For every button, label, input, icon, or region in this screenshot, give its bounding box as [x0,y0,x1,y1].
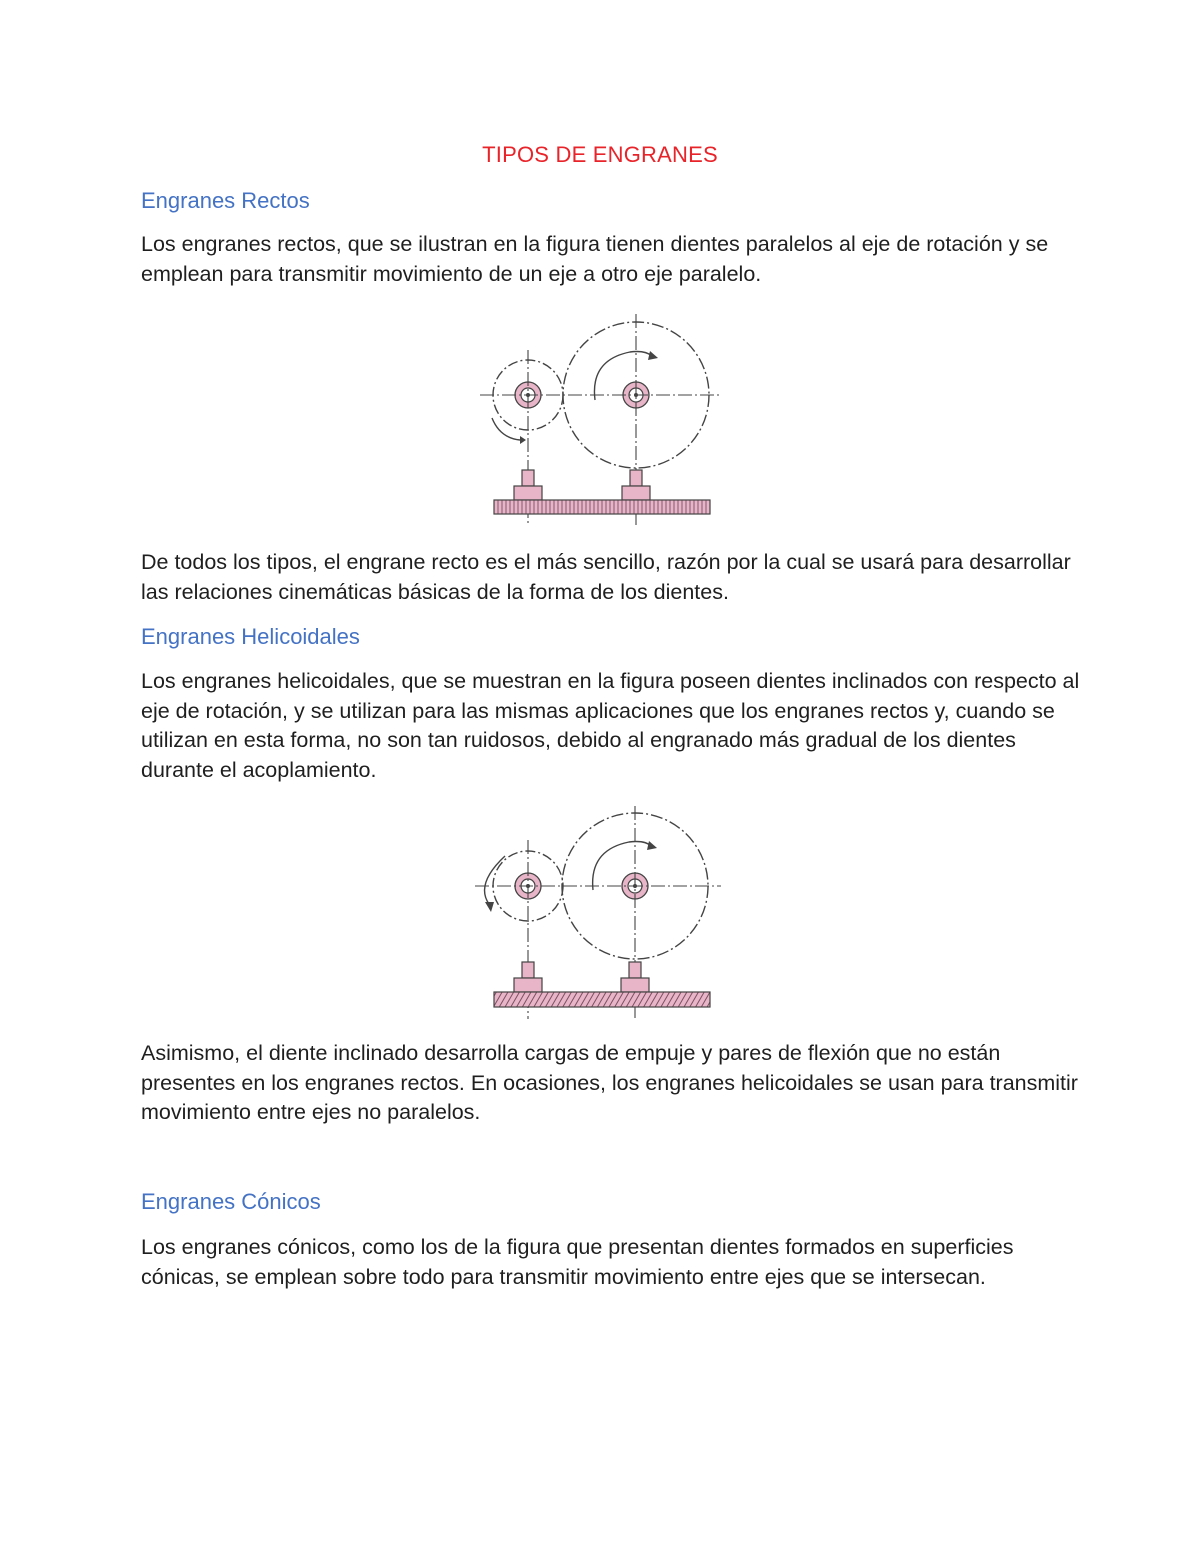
paragraph-spur-detail: De todos los tipos, el engrane recto es el más sencillo, razón por la cual se usará para desarrollar las relaciones cinemáticas básicas de la forma de los dientes. [141,550,1071,604]
paragraph-helical-intro: Los engranes helicoidales, que se muestran en la figura poseen dientes inclinados con respecto al eje de rotación, y se utilizan para las mismas aplicaciones que los engranes rectos y, cuando se utilizan en esta forma, no son tan ruidosos, debido al engranado más gradual de los dientes durante el acoplamiento. [141,669,1080,783]
heading-helical-gears: Engranes Helicoidales [141,624,360,649]
heading-bevel-gears: Engranes Cónicos [141,1189,321,1214]
heading-spur-gears: Engranes Rectos [141,188,310,213]
spur-gears-diagram-icon [480,310,730,530]
paragraph-spur-intro: Los engranes rectos, que se ilustran en la figura tienen dientes paralelos al eje de rotación y se emplean para transmitir movimiento de un eje a otro eje paralelo. [141,232,1049,286]
paragraph-helical-detail: Asimismo, el diente inclinado desarrolla cargas de empuje y pares de flexión que no están presentes en los engranes rectos. En ocasiones, los engranes helicoidales se usan para transmitir movimiento entre ejes no paralelos. [141,1041,1078,1125]
helical-gears-diagram-icon [475,804,725,1024]
paragraph-bevel-intro: Los engranes cónicos, como los de la figura que presentan dientes formados en superficies cónicas, se emplean sobre todo para transmitir movimiento entre ejes que se intersecan. [141,1235,1014,1289]
page-title: TIPOS DE ENGRANES [482,142,718,167]
